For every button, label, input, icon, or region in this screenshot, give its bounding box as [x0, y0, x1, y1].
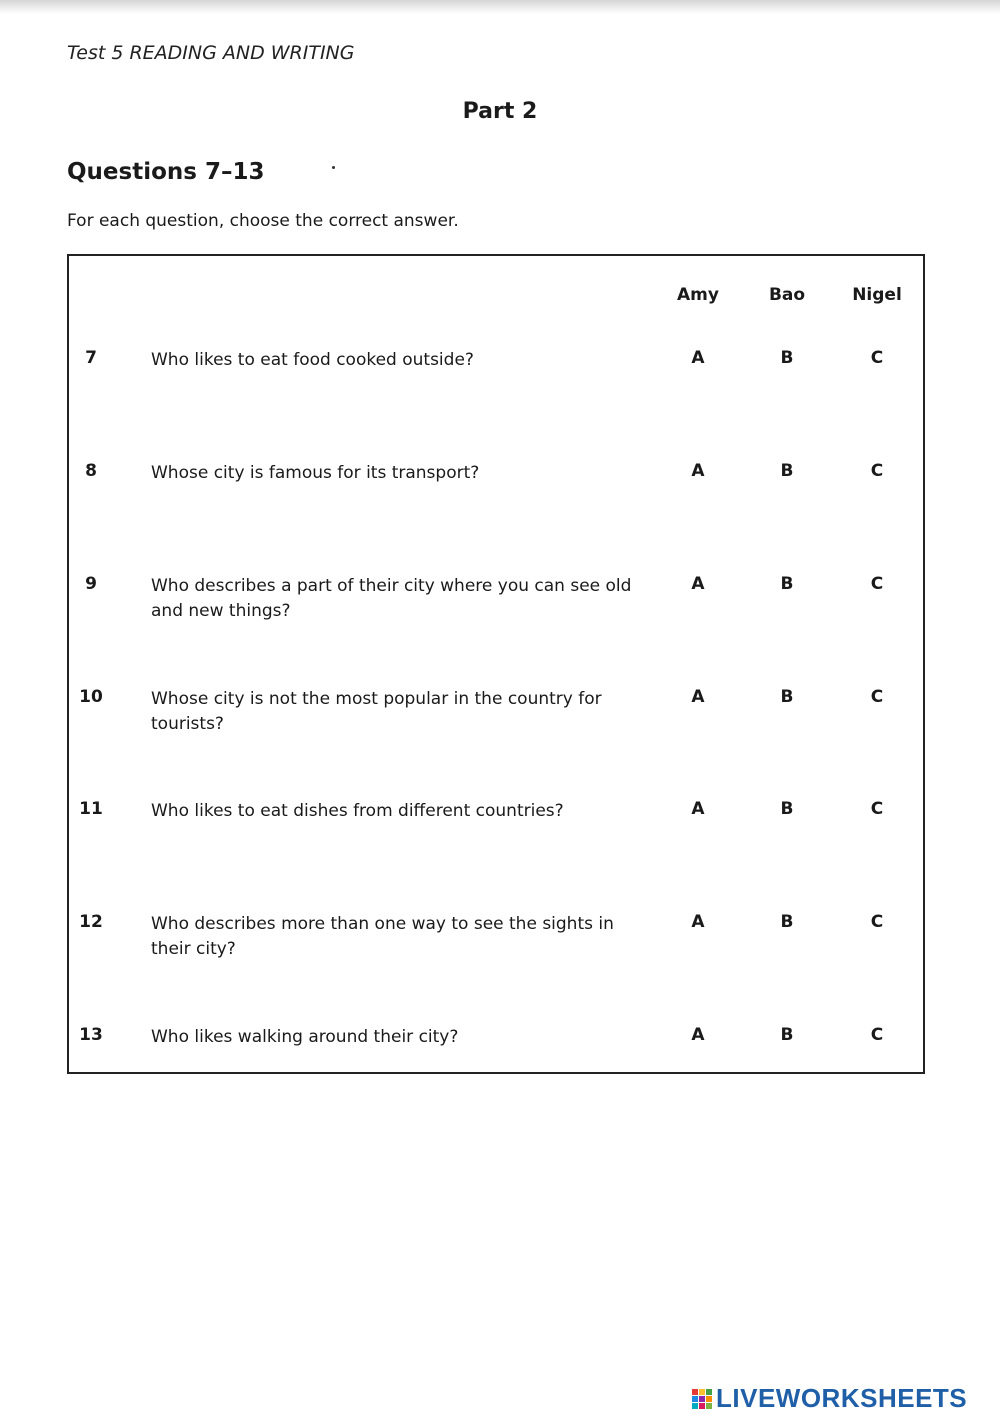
question-text: Whose city is famous for its transport?	[151, 463, 480, 483]
part-title: Part 2	[462, 99, 538, 124]
question-text: Who likes to eat dishes from different countries?	[151, 801, 564, 821]
logo-square	[706, 1396, 712, 1402]
option-b[interactable]: B	[780, 912, 794, 932]
option-b[interactable]: B	[780, 799, 794, 819]
instruction-text: For each question, choose the correct answer.	[67, 211, 459, 231]
question-number: 8	[85, 461, 97, 481]
option-b[interactable]: B	[780, 348, 794, 368]
option-a[interactable]: A	[691, 1025, 705, 1045]
top-shadow	[0, 0, 1000, 14]
logo-square	[699, 1389, 705, 1395]
column-header-nigel: Nigel	[852, 285, 902, 305]
option-b[interactable]: B	[780, 461, 794, 481]
option-b[interactable]: B	[780, 1025, 794, 1045]
logo-square	[692, 1389, 698, 1395]
column-header-amy: Amy	[677, 285, 719, 305]
option-a[interactable]: A	[691, 348, 705, 368]
column-header-bao: Bao	[768, 285, 806, 305]
logo-grid-icon	[692, 1389, 712, 1409]
logo-square	[706, 1389, 712, 1395]
option-c[interactable]: C	[870, 574, 884, 594]
question-number: 7	[85, 348, 97, 368]
option-a[interactable]: A	[691, 912, 705, 932]
logo-square	[692, 1396, 698, 1402]
question-number: 13	[79, 1025, 103, 1045]
question-text: Who describes a part of their city where you can see old and new things?	[151, 576, 632, 621]
question-text: Who likes to eat food cooked outside?	[151, 350, 474, 370]
questions-heading: Questions 7–13	[67, 159, 265, 185]
brand-name: LIVEWORKSHEETS	[716, 1383, 968, 1413]
option-a[interactable]: A	[691, 574, 705, 594]
option-b[interactable]: B	[780, 687, 794, 707]
test-title: Test 5 READING AND WRITING	[67, 42, 355, 64]
question-number: 10	[79, 687, 103, 707]
stray-dot	[332, 166, 335, 169]
option-c[interactable]: C	[870, 461, 884, 481]
option-a[interactable]: A	[691, 687, 705, 707]
question-number: 9	[85, 574, 97, 594]
option-c[interactable]: C	[870, 348, 884, 368]
question-number: 12	[79, 912, 103, 932]
logo-square	[692, 1403, 698, 1409]
option-c[interactable]: C	[870, 1025, 884, 1045]
option-a[interactable]: A	[691, 461, 705, 481]
logo-square	[706, 1403, 712, 1409]
question-text: Who likes walking around their city?	[151, 1027, 459, 1047]
liveworksheets-logo[interactable]	[692, 1383, 967, 1414]
option-b[interactable]: B	[780, 574, 794, 594]
question-number: 11	[79, 799, 103, 819]
question-text: Who describes more than one way to see the sights in their city?	[151, 914, 614, 959]
question-text: Whose city is not the most popular in the country for tourists?	[151, 689, 602, 734]
option-c[interactable]: C	[870, 799, 884, 819]
logo-square	[699, 1403, 705, 1409]
logo-square	[699, 1396, 705, 1402]
option-a[interactable]: A	[691, 799, 705, 819]
option-c[interactable]: C	[870, 912, 884, 932]
option-c[interactable]: C	[870, 687, 884, 707]
